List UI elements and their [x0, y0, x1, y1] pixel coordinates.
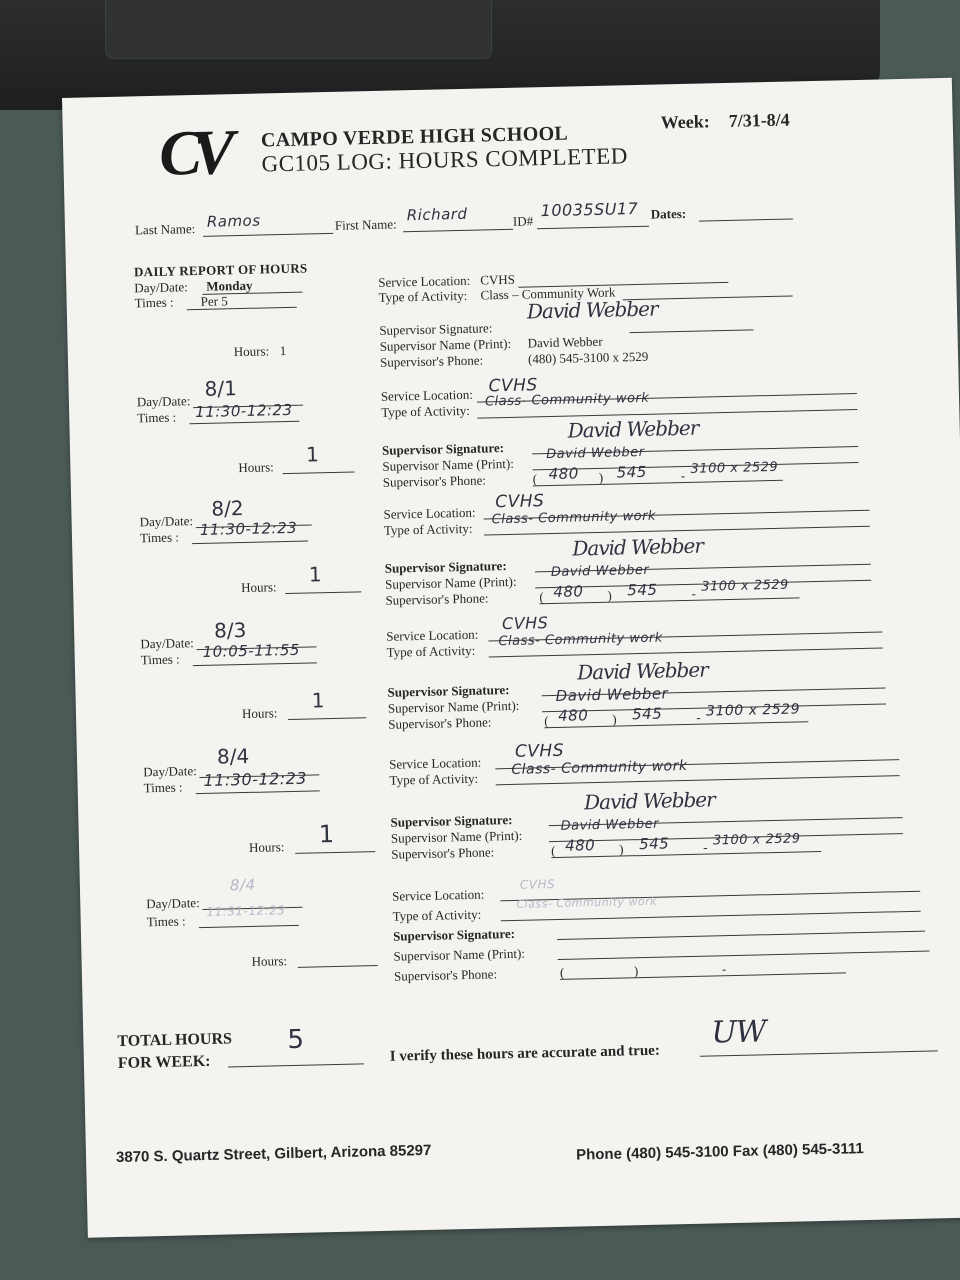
activity-value: Class- Community work	[516, 894, 658, 911]
supervisor-name-value: David Webber	[550, 562, 650, 581]
hours-label: Hours:	[251, 953, 288, 969]
supervisor-signature: David Webber	[526, 296, 658, 324]
service-location-label: Service Location:	[389, 754, 482, 772]
times-value: 11:30-12:23	[203, 768, 308, 790]
supervisor-name-label: Supervisor Name (Print):	[387, 697, 520, 716]
phone-end: 3100 x 2529	[690, 459, 779, 477]
id-value: 10035SU17	[540, 198, 639, 221]
laptop-trackpad	[105, 0, 492, 59]
times-label: Times :	[134, 294, 174, 311]
week-value: 7/31-8/4	[728, 109, 790, 131]
day-date-value: Monday	[206, 277, 253, 294]
times-value: 11:31-12:23	[206, 903, 286, 919]
supervisor-signature-label: Supervisor Signature:	[390, 811, 513, 830]
supervisor-name-value: David Webber	[527, 333, 603, 351]
day-date-label: Day/Date:	[136, 393, 191, 410]
service-location-value: CVHS	[488, 375, 538, 397]
service-location-value: CVHS	[495, 491, 545, 513]
activity-label: Type of Activity:	[392, 906, 482, 924]
times-label: Times :	[139, 529, 180, 546]
supervisor-signature: David Webber	[576, 657, 708, 685]
service-location-value: CVHS	[514, 740, 565, 762]
school-logo: CV	[158, 116, 226, 189]
supervisor-name-value: David Webber	[555, 684, 669, 705]
activity-value: Class- Community work	[498, 630, 663, 650]
supervisor-phone-label: Supervisor's Phone:	[382, 472, 487, 490]
verify-label: I verify these hours are accurate and true:	[389, 1042, 661, 1065]
daily-report-heading: DAILY REPORT OF HOURS	[133, 260, 308, 280]
supervisor-name-value: David Webber	[560, 816, 660, 834]
supervisor-signature-label: Supervisor Signature:	[392, 925, 516, 944]
day-date-value: 8/3	[213, 617, 247, 643]
first-name-label: First Name:	[334, 216, 397, 233]
supervisor-name-label: Supervisor Name (Print):	[382, 455, 514, 474]
day-date-value: 8/4	[216, 743, 250, 769]
phone-end: 3100 x 2529	[712, 831, 801, 849]
phone-area: 480	[564, 836, 596, 855]
times-value: 11:30-12:23	[194, 400, 293, 422]
supervisor-signature-label: Supervisor Signature:	[379, 320, 493, 338]
supervisor-signature: David Webber	[567, 415, 699, 443]
activity-value: Class- Community work	[511, 757, 688, 778]
activity-value: Class- Community work	[491, 508, 657, 528]
day-date-value: 8/4	[229, 875, 256, 895]
verify-initials: UW	[710, 1014, 766, 1051]
times-value: Per 5	[200, 293, 228, 309]
activity-value: Class – Community Work	[480, 284, 616, 303]
supervisor-phone-value: (480) 545-3100 x 2529	[527, 348, 649, 367]
last-name-value: Ramos	[206, 211, 261, 231]
dates-label: Dates:	[650, 205, 687, 222]
total-hours-label: TOTAL HOURS	[117, 1030, 233, 1050]
phone-area: 480	[548, 464, 579, 484]
activity-label: Type of Activity:	[383, 520, 473, 538]
activity-label: Type of Activity:	[386, 642, 476, 660]
hours-value: 1	[311, 688, 325, 713]
times-value: 11:30-12:23	[199, 518, 298, 539]
first-name-value: Richard	[406, 204, 468, 225]
footer-phone: Phone (480) 545-3100 Fax (480) 545-3111	[575, 1140, 864, 1164]
activity-label: Type of Activity:	[378, 287, 468, 305]
supervisor-name-label: Supervisor Name (Print):	[384, 573, 517, 592]
phone-area: 480	[557, 706, 589, 725]
supervisor-phone-label: Supervisor's Phone:	[391, 844, 495, 862]
supervisor-signature: David Webber	[572, 533, 704, 561]
times-label: Times :	[140, 651, 180, 668]
service-location-label: Service Location:	[392, 886, 485, 904]
day-date-label: Day/Date:	[140, 635, 194, 652]
phone-end: 3100 x 2529	[701, 577, 790, 595]
school-name: CAMPO VERDE HIGH SCHOOL	[260, 122, 569, 152]
phone-end: 3100 x 2529	[705, 701, 801, 720]
total-hours-value: 5	[287, 1024, 305, 1056]
supervisor-name-label: Supervisor Name (Print):	[390, 827, 523, 846]
supervisor-phone-label: Supervisor's Phone:	[385, 590, 489, 608]
hours-label: Hours:	[248, 839, 285, 855]
service-location-label: Service Location:	[383, 504, 476, 522]
supervisor-phone-label: Supervisor's Phone:	[388, 714, 492, 732]
hours-value: 1	[308, 562, 322, 587]
supervisor-signature-label: Supervisor Signature:	[384, 558, 507, 576]
log-title: GC105 LOG: HOURS COMPLETED	[261, 143, 629, 177]
activity-value: Class- Community work	[484, 390, 650, 410]
phone-area: 480	[553, 582, 584, 601]
hours-label: Hours:	[238, 459, 274, 476]
last-name-label: Last Name:	[134, 221, 196, 238]
times-value: 10:05-11:55	[202, 640, 301, 661]
supervisor-signature: David Webber	[583, 787, 715, 815]
phone-mid: 545	[638, 834, 670, 854]
service-location-label: Service Location:	[386, 626, 479, 644]
day-date-label: Day/Date:	[139, 513, 194, 530]
supervisor-signature-label: Supervisor Signature:	[381, 440, 505, 458]
day-date-label: Day/Date:	[134, 279, 188, 296]
week-label: Week:	[660, 111, 710, 133]
footer-address: 3870 S. Quartz Street, Gilbert, Arizona 85297	[115, 1141, 432, 1167]
activity-label: Type of Activity:	[381, 402, 471, 420]
hours-label: Hours:	[241, 705, 278, 722]
day-date-value: 8/1	[204, 376, 238, 401]
id-label: ID#	[512, 213, 534, 229]
phone-mid: 545	[631, 704, 663, 724]
hours-label: Hours:	[240, 579, 277, 596]
phone-mid: 545	[627, 580, 658, 600]
day-date-value: 8/2	[211, 495, 244, 521]
log-sheet: CV CAMPO VERDE HIGH SCHOOL GC105 LOG: HOURS COMPLETED Week: 7/31-8/4 Last Name: Ramos First Name: Richard ID# 10035SU17 Dates: DAILY REPORT OF HOURS Day/Date: Monday Times : Per 5 Hours: 1 Service Location: CVHS Type of Activity: Class – Community Work Supervisor Signature: David Webber Supervisor Name (Print): David Webber Supervisor's Phone: (480) 545-3100 x 2529 Day/Date: 8/1 Times : 11:30-12:23 Hours: 1 Service Location: CVHS Type of Activity: Class- Community work Supervisor Signature: David Webber Supervisor Name (Print): David Webber Supervisor's Phone: ( 480 ) 545 - 3100 x 2529 Day/Date: 8/2 Times : 11:30-12:23 Hours: 1 Service Location: CVHS Type of Activity: Class- Community work Supervisor Signature: David Webber Supervisor Name (Print): David Webber Supervisor's Phone: ( 480 ) 545 - 3100 x 2529 Day/Date: 8/3 Times : 10:05-11:55 Hours: 1 Service Location: CVHS Type of Activity: Class- Community work Supervisor Signature: David Webber Supervisor Name (Print): David Webber Supervisor's Phone: ( 480 ) 545 - 3100 x 2529 Day/Date: 8/4 Times : 11:30-12:23 Hours: 1 Service Location: CVHS Type of Activity: Class- Community work Supervisor Signature: David Webber Supervisor Name (Print): David Webber Supervisor's Phone: ( 480 ) 545 - 3100 x 2529 Day/Date: 8/4 Times : 11:31-12:23 Hours: Service Location: CVHS Type of Activity: Class- Community work Supervisor Signature: Supervisor Name (Print): Supervisor's Phone: ( ) - TOTAL HOURS FOR WEEK: 5 I verify these hours are accurate and true: UW 3870 S. Quartz Street, Gilbert, Arizona 85297 Phone (480) 545-3100 Fax (480) 545-3111	[62, 78, 960, 1238]
supervisor-name-label: Supervisor Name (Print):	[393, 945, 526, 964]
day-date-label: Day/Date:	[146, 895, 200, 912]
times-label: Times :	[137, 409, 177, 426]
supervisor-name-label: Supervisor Name (Print):	[379, 335, 512, 354]
supervisor-phone-label: Supervisor's Phone:	[379, 352, 484, 370]
service-location-value: CVHS	[480, 271, 516, 288]
for-week-label: FOR WEEK:	[117, 1052, 211, 1072]
times-label: Times :	[146, 913, 186, 930]
hours-value: 1	[318, 820, 335, 849]
hours-value: 1	[305, 442, 320, 467]
service-location-value: CVHS	[519, 877, 556, 892]
activity-label: Type of Activity:	[389, 770, 479, 788]
times-label: Times :	[143, 779, 183, 796]
day-date-label: Day/Date:	[143, 763, 197, 780]
service-location-label: Service Location:	[380, 386, 474, 404]
service-location-value: CVHS	[501, 613, 549, 634]
supervisor-name-value: David Webber	[546, 444, 645, 463]
hours-value: 1	[279, 342, 287, 359]
supervisor-phone-label: Supervisor's Phone:	[393, 966, 498, 984]
phone-mid: 545	[616, 462, 647, 482]
supervisor-signature-label: Supervisor Signature:	[387, 682, 510, 700]
hours-label: Hours:	[233, 343, 270, 360]
service-location-label: Service Location:	[378, 272, 471, 290]
